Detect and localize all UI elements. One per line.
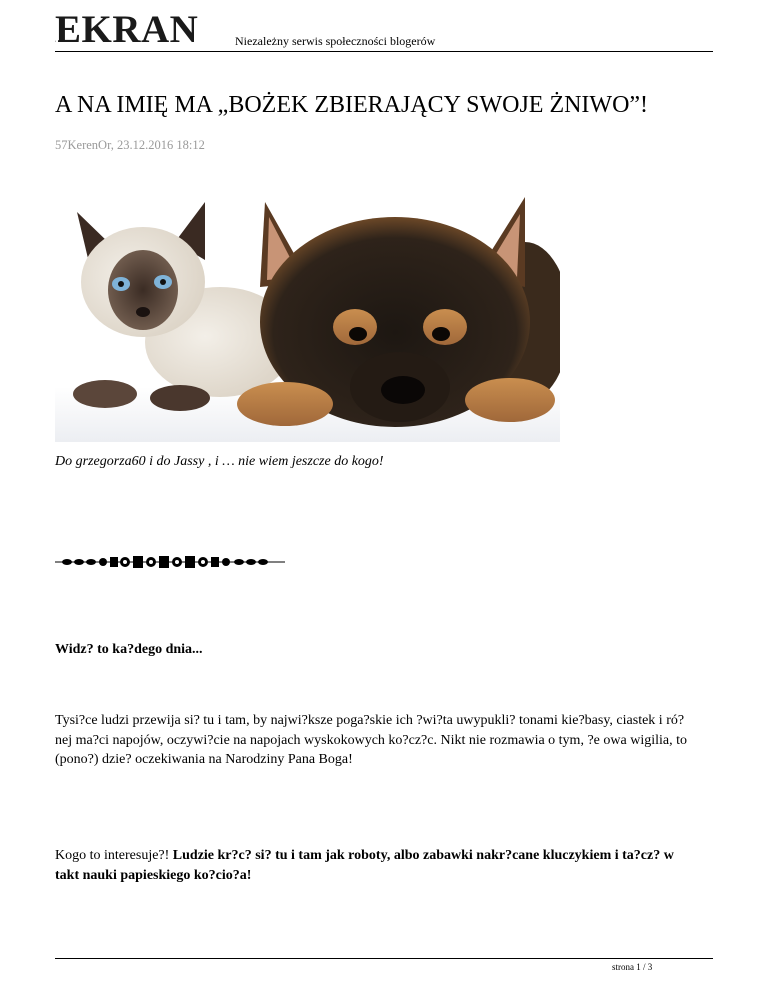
site-header	[55, 10, 713, 52]
section-heading: Widz? to ka?dego dnia...	[55, 642, 203, 657]
ornament-divider	[55, 552, 285, 572]
article-meta: 57KerenOr, 23.12.2016 18:12	[55, 138, 205, 152]
paragraph-bold-text: Ludzie kr?c? si? tu i tam jak roboty, albo zabawki nakr?cane kluczykiem i ta?cz? w takt nauki papieskiego ko?cio?a!	[55, 848, 674, 883]
logo-mark	[56, 19, 68, 43]
paragraph-text: Kogo to interesuje?!	[55, 848, 173, 863]
site-logo[interactable]: EKRAN	[55, 8, 199, 51]
article-photo	[55, 172, 560, 442]
page-number: strona 1 / 3	[612, 962, 653, 972]
article-paragraph	[55, 846, 695, 885]
footer-divider	[55, 958, 713, 959]
article-paragraph: Tysi?ce ludzi przewija si? tu i tam, by najwi?ksze poga?skie ich ?wi?ta uwypukli? tonami kie?basy, ciastek i ró?nej ma?ci napojów, oczywi?cie na napojach wyskokowych ko?cz?c. Nikt nie rozmawia o tym, ?e owa wigilia, to (pono?) dzie? oczekiwania na Narodziny Pana Boga!	[55, 713, 687, 767]
photo-caption: Do grzegorza60 i do Jassy , i … nie wiem jeszcze do kogo!	[55, 454, 384, 469]
site-tagline: Niezależny serwis społeczności blogerów	[235, 34, 436, 48]
article-title: A NA IMIĘ MA „BOŻEK ZBIERAJĄCY SWOJE ŻNIWO”!	[55, 92, 649, 118]
header-divider	[55, 51, 713, 52]
